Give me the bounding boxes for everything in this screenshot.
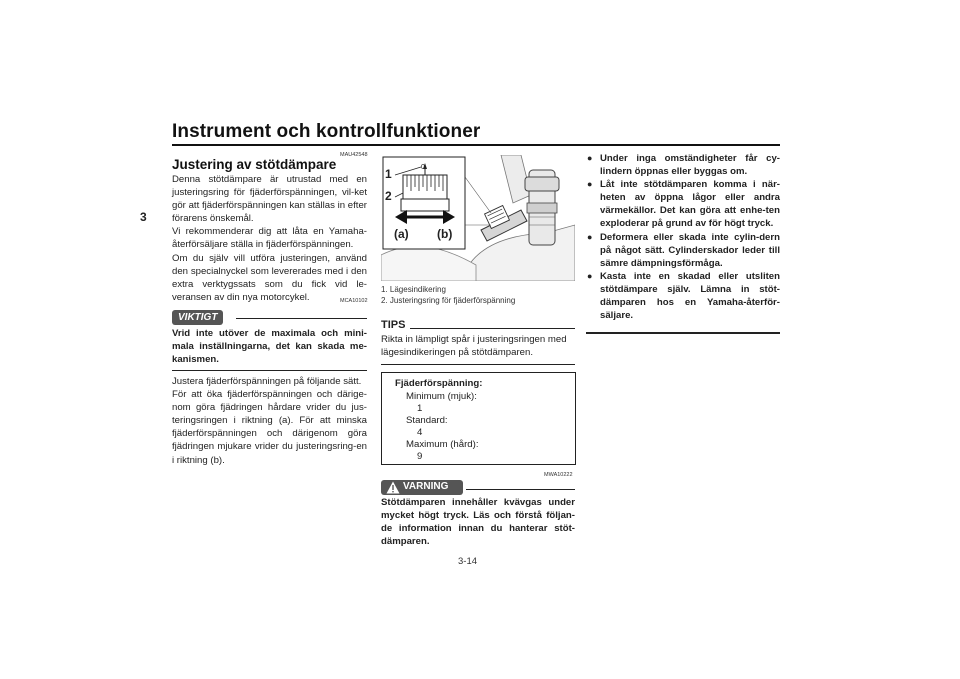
warning-badge	[381, 480, 463, 495]
tips-rule	[410, 328, 575, 329]
bullet-item: ● Låt inte stötdämparen komma i när-heten av öppna lågor eller andra värmekällor. Det kan göra att enhe-ten exploderar på grund av för högt tryck.	[587, 179, 780, 230]
spec-std-label: Standard:	[406, 415, 448, 426]
notice-text: Vrid inte utöver de maximala och mini-mala inställningarna, det kan skada me-kanismen.	[172, 328, 367, 366]
warning-rule	[466, 489, 575, 490]
notice-end-rule	[172, 370, 367, 371]
bullet-icon: ●	[587, 179, 593, 190]
spec-max-label: Maximum (hård):	[406, 439, 479, 450]
paragraph: Denna stötdämpare är utrustad med en justeringsring för fjäderförspänningen, vil-ket gör att fjäderförspänningen kan ställas in efter förarens önskemål.	[172, 174, 367, 225]
bullet-icon: ●	[587, 270, 593, 281]
paragraph: För att öka fjäderförspänningen och därige-nom göra fjädringen hårdare vrider du jus-teringsringen i riktning (a). För att minska fjäderförspänningen och därigenom göra fjädringen mjukare vrider du justeringsring-en i riktning (b).	[172, 389, 367, 466]
callout-1: 1	[385, 167, 392, 181]
header-rule	[172, 144, 780, 146]
section-heading: Justering av stötdämpare	[172, 157, 337, 172]
caption-2: 2. Justeringsring för fjäderförspänning	[381, 296, 516, 305]
callout-2: 2	[385, 189, 392, 203]
notice-label	[172, 307, 223, 325]
procedure-text	[172, 375, 367, 467]
bullet-item: ● Kasta inte en skadad eller utsliten stötdämpare själv. Lämna in stöt-dämparen hos en Yamaha-återför-säljare.	[587, 270, 780, 322]
paragraph: Vi rekommenderar dig att låta en Yamaha-återförsäljare ställa in fjäderförspänningen.	[172, 226, 367, 251]
shock-absorber-illustration	[381, 155, 575, 281]
figure-captions	[381, 284, 515, 306]
bullet-icon: ●	[587, 231, 593, 242]
reference-code: MWA10222	[544, 472, 573, 478]
bullet-item: ● Deformera eller skada inte cylin-dern på något sätt. Cylinderskador leder till sämre dämpningsförmåga.	[587, 231, 780, 269]
warning-triangle-icon	[386, 481, 400, 494]
page-header-title: Instrument och kontrollfunktioner	[172, 121, 481, 142]
warning-label: VARNING	[403, 481, 449, 492]
spec-std-value: 4	[417, 427, 423, 438]
caption-1: 1. Lägesindikering	[381, 285, 446, 294]
direction-b-label: (b)	[437, 227, 453, 241]
spec-min-value: 1	[417, 403, 423, 414]
tips-text: Rikta in lämpligt spår i justeringsringen med lägesindikeringen på stötdämparen.	[381, 334, 567, 359]
spec-min-label: Minimum (mjuk):	[406, 391, 477, 402]
spec-title: Fjäderförspänning:	[395, 378, 483, 389]
reference-code: MAU42548	[340, 152, 368, 158]
warning-bullet-list	[586, 152, 780, 322]
chapter-tab: 3	[140, 210, 147, 224]
intro-text	[172, 173, 367, 304]
warning-text: Stötdämparen innehåller kvävgas under mycket högt tryck. Läs och förstå följan-de information innan du hanterar stöt-dämparen.	[381, 497, 575, 548]
tips-end-rule	[381, 364, 575, 365]
warning-end-rule	[586, 332, 780, 334]
notice-badge: VIKTIGT	[172, 310, 223, 325]
reference-code: MCA10102	[340, 298, 368, 304]
paragraph: Justera fjäderförspänningen på följande sätt.	[172, 376, 362, 387]
bullet-icon: ●	[587, 153, 593, 163]
spec-box	[381, 372, 576, 465]
paragraph: Om du själv vill utföra justeringen, använd den specialnyckel som levererades med i den extra verktygssats som du fick vid le-veransen av din nya motorcykel.	[172, 252, 367, 303]
shock-absorber-figure	[381, 155, 575, 281]
scale-zero: 0	[421, 164, 425, 171]
direction-a-label: (a)	[394, 227, 409, 241]
tips-label: TIPS	[381, 319, 406, 331]
notice-rule	[236, 318, 367, 319]
spec-max-value: 9	[417, 451, 423, 462]
page-number: 3-14	[458, 556, 478, 567]
bullet-item: ● Under inga omständigheter får cy-lindern öppnas eller byggas om.	[587, 153, 780, 178]
